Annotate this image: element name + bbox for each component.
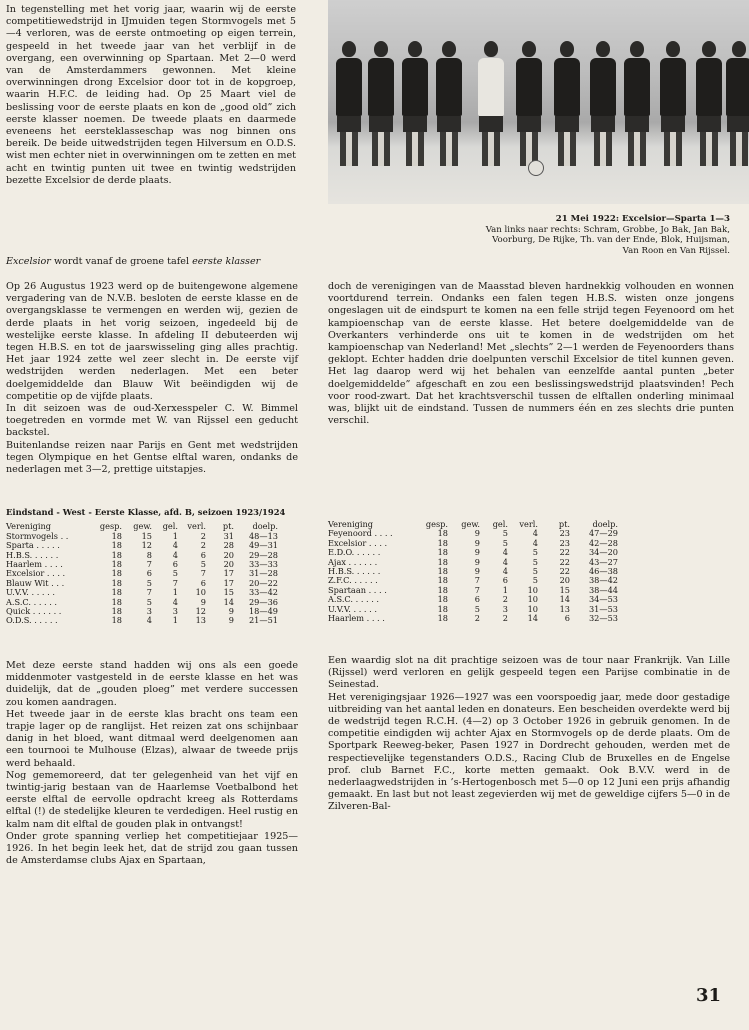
stat-cell: 18 xyxy=(111,559,122,570)
stat-cell: 18 xyxy=(437,594,448,605)
stat-cell: 29—36 xyxy=(248,596,278,607)
stat-cell: 6 xyxy=(172,559,178,570)
standings-table-1925-1926 xyxy=(328,520,730,623)
stat-cell: 5 xyxy=(146,596,152,607)
paragraph: Op 26 Augustus 1923 werd op de buitengewone algemene vergadering van de N.V.B. besloten de eerste klasse en de overgangsklasse te vermengen en werden wij, gezien de derde plaats in het vorig seizoen, ingedeeld bij de westelijke eerste klasse. In afdeling II debuteerden wij tegen H.B.S. en tot de jaarswisseling ging alles prachtig. Het jaar 1924 zette wel zeer slecht in. De eerste vijf wedstrijden werden nederlagen. Met een beter doelgemiddelde dan Blauw Wit beëindigden wij de competitie op de vijfde plaats. xyxy=(6,281,298,402)
stat-cell: 22 xyxy=(559,547,570,558)
club-name-cell: Feyenoord . . . . xyxy=(328,528,393,539)
paragraph: In tegenstelling met het vorig jaar, waarin wij de eerste competitiewedstrijd in IJmuiden tegen Stormvogels met 5—4 verloren, was de eerste ontmoeting op eigen terrein, gespeeld in het tweede jaar van het verblijf in de overgang, een overwinning op Spartaan. Met 2—0 werd van de Amsterdammers gewonnen. Met kleine overwinningen drong Excelsior door tot in de kopgroep, waarin H.F.C. de leiding had. Op 25 Maart viel de beslissing voor de eerste plaats en kon de „good old” zich eerste klasser noemen. De tweede plaats en daarmede eveneens het eersteklasseschap was nog binnen ons bereik. De beide uitwedstrijden tegen Hilversum en O.D.S. wist men echter niet in overwinningen om te zetten en met acht en twintig punten uit twee en twintig wedstrijden bezette Excelsior de derde plaats. xyxy=(6,4,296,186)
stat-cell: 5 xyxy=(502,528,508,539)
column-header: doelp. xyxy=(252,521,278,532)
paragraph: Een waardig slot na dit prachtige seizoen was de tour naar Frankrijk. Van Lille (Rijssel) werd verloren en gelijk gespeeld tegen een Parijse combinatie in de Seinestad. xyxy=(328,655,730,691)
stat-cell: 22 xyxy=(559,566,570,577)
stat-cell: 4 xyxy=(532,528,538,539)
column-header: gel. xyxy=(162,521,178,532)
heading-subject: Excelsior xyxy=(6,256,51,267)
column-header: gew. xyxy=(133,521,152,532)
stat-cell: 10 xyxy=(527,603,538,614)
stat-cell: 7 xyxy=(474,575,480,586)
stat-cell: 1 xyxy=(172,615,178,626)
club-name-cell: A.S.C. . . . . . xyxy=(328,594,380,605)
stat-cell: 9 xyxy=(228,615,234,626)
stat-cell: 3 xyxy=(172,606,178,617)
stat-cell: 10 xyxy=(527,594,538,605)
stat-cell: 20 xyxy=(559,575,570,586)
stat-cell: 7 xyxy=(146,559,152,570)
stat-cell: 12 xyxy=(141,540,152,551)
player-figure xyxy=(624,41,650,166)
stat-cell: 1 xyxy=(172,530,178,541)
club-name-cell: Excelsior . . . . xyxy=(328,537,388,548)
stat-cell: 9 xyxy=(474,556,480,567)
stat-cell: 14 xyxy=(223,596,234,607)
stat-cell: 5 xyxy=(502,537,508,548)
player-figure xyxy=(478,41,504,166)
stat-cell: 18 xyxy=(437,575,448,586)
player-figure xyxy=(368,41,394,166)
player-figure xyxy=(696,41,722,166)
stat-cell: 5 xyxy=(532,566,538,577)
column-header: gel. xyxy=(492,519,508,529)
stat-cell: 4 xyxy=(502,547,508,558)
stat-cell: 12 xyxy=(195,606,206,617)
stat-cell: 4 xyxy=(502,556,508,567)
player-figure xyxy=(516,41,542,166)
stat-cell: 15 xyxy=(559,584,570,595)
paragraph: Het tweede jaar in de eerste klas bracht ons team een trapje lager op de ranglijst. Het reizen zat ons schijnbaar danig in het bloed, want ditmaal werd deelgenomen aan een tournooi te Mulhouse (Elzas), alwaar de tweede prijs werd behaald. xyxy=(6,708,298,769)
stat-cell: 2 xyxy=(200,540,206,551)
stat-cell: 10 xyxy=(195,587,206,598)
stat-cell: 6 xyxy=(200,577,206,588)
player-figure xyxy=(660,41,686,166)
club-name-cell: Quick . . . . . . xyxy=(6,606,62,617)
stat-cell: 18 xyxy=(437,528,448,539)
heading-middle: wordt vanaf de groene tafel xyxy=(50,256,193,267)
stat-cell: 18 xyxy=(437,603,448,614)
player-figure xyxy=(590,41,616,166)
stat-cell: 28 xyxy=(223,540,234,551)
stat-cell: 3 xyxy=(502,603,508,614)
stat-cell: 9 xyxy=(200,596,206,607)
left-column-middle xyxy=(6,281,298,476)
stat-cell: 18 xyxy=(437,613,448,624)
player-figure xyxy=(726,41,749,166)
stat-cell: 2 xyxy=(502,594,508,605)
stat-cell: 5 xyxy=(146,577,152,588)
club-name-cell: E.D.O. . . . . . xyxy=(328,547,381,558)
stat-cell: 9 xyxy=(474,566,480,577)
stat-cell: 15 xyxy=(141,530,152,541)
stat-cell: 49—31 xyxy=(248,540,278,551)
stat-cell: 5 xyxy=(474,603,480,614)
left-column-bottom xyxy=(6,660,298,867)
stat-cell: 18 xyxy=(437,537,448,548)
stat-cell: 1 xyxy=(502,584,508,595)
stat-cell: 4 xyxy=(502,566,508,577)
club-name-cell: Haarlem . . . . xyxy=(6,559,63,570)
left-column-top xyxy=(6,4,296,187)
stat-cell: 18 xyxy=(111,568,122,579)
stat-cell: 9 xyxy=(228,606,234,617)
club-name-cell: Z.F.C. . . . . . xyxy=(328,575,378,586)
stat-cell: 4 xyxy=(172,596,178,607)
stat-cell: 33—33 xyxy=(248,559,278,570)
standings-grid xyxy=(328,520,618,623)
stat-cell: 18 xyxy=(437,584,448,595)
stat-cell: 7 xyxy=(146,587,152,598)
stat-cell: 33—42 xyxy=(248,587,278,598)
club-name-cell: Blauw Wit . . . xyxy=(6,577,65,588)
stat-cell: 20 xyxy=(223,549,234,560)
stat-cell: 38—42 xyxy=(588,575,618,586)
stat-cell: 3 xyxy=(146,606,152,617)
stat-cell: 42—28 xyxy=(588,537,618,548)
club-name-cell: U.V.V. . . . . . xyxy=(6,587,55,598)
stat-cell: 47—29 xyxy=(588,528,618,539)
stat-cell: 6 xyxy=(474,594,480,605)
column-header: pt. xyxy=(222,521,234,532)
stat-cell: 18 xyxy=(111,615,122,626)
stat-cell: 20—22 xyxy=(248,577,278,588)
stat-cell: 18—49 xyxy=(248,606,278,617)
stat-cell: 15 xyxy=(223,587,234,598)
stat-cell: 34—20 xyxy=(588,547,618,558)
club-name-cell: A.S.C. . . . . . xyxy=(6,596,58,607)
heading-emphasis: eerste klasser xyxy=(192,256,261,267)
table-row xyxy=(328,614,618,623)
stat-cell: 20 xyxy=(223,559,234,570)
stat-cell: 5 xyxy=(532,547,538,558)
stat-cell: 18 xyxy=(437,547,448,558)
stat-cell: 14 xyxy=(527,613,538,624)
stat-cell: 48—13 xyxy=(248,530,278,541)
caption-line: Voorburg, De Rijke, Th. van der Ende, Blok, Huijsman, xyxy=(492,235,730,246)
right-column-top xyxy=(328,281,734,427)
table-title: Eindstand - West - Eerste Klasse, afd. B, seizoen 1923/1924 xyxy=(6,507,286,517)
column-header: verl. xyxy=(519,519,538,529)
stat-cell: 32—53 xyxy=(588,613,618,624)
stat-cell: 18 xyxy=(111,549,122,560)
stat-cell: 31—53 xyxy=(588,603,618,614)
stat-cell: 2 xyxy=(502,613,508,624)
stat-cell: 17 xyxy=(223,568,234,579)
club-name-cell: Ajax . . . . . . xyxy=(328,556,378,567)
stat-cell: 18 xyxy=(111,530,122,541)
caption-line: Van links naar rechts: Schram, Grobbe, Jo Bak, Jan Bak, xyxy=(485,224,730,235)
stat-cell: 34—53 xyxy=(588,594,618,605)
stat-cell: 9 xyxy=(474,528,480,539)
paragraph: Buitenlandse reizen naar Parijs en Gent met wedstrijden tegen Olympique en het Gentse elftal waren, ondanks de nederlagen met 3—2, prettige uitstapjes. xyxy=(6,439,298,476)
stat-cell: 4 xyxy=(172,549,178,560)
stat-cell: 21—51 xyxy=(248,615,278,626)
stat-cell: 17 xyxy=(223,577,234,588)
club-name-cell: Haarlem . . . . xyxy=(328,613,385,624)
paragraph: Het verenigingsjaar 1926—1927 was een voorspoedig jaar, mede door gestadige uitbreiding van het aantal leden en donateurs. Een bescheiden overdekte werd bij de wedstrijd tegen R.C.H. (4—2) op 3 October 1926 in gebruik genomen. In de competitie eindigden wij achter Ajax en Stormvogels op de derde plaats. Om de Sportpark Reeweg-beker, Pasen 1927 in Dordrecht gehouden, werden met de respectievelijke tegenstanders O.D.S., Racing Club de Bruxelles en de Engelse prof. club Barnet F.C., korte metten gemaakt. Ook B.V.V. werd in de nederlaagwedstrijden in ’s-Hertogenbosch met 5—0 op 12 Juni een prijs afhandig gemaakt. En last but not least zegevierden wij met de geweldige cijfers 5—0 in de Zilveren-Bal- xyxy=(328,691,730,813)
section-heading xyxy=(6,256,296,267)
stat-cell: 7 xyxy=(200,568,206,579)
stat-cell: 7 xyxy=(474,584,480,595)
stat-cell: 18 xyxy=(111,577,122,588)
column-header: gew. xyxy=(461,519,480,529)
caption-line: Van Roon en Van Rijssel. xyxy=(622,245,730,256)
paragraph: Onder grote spanning verliep het competitiejaar 1925—1926. In het begin leek het, dat de strijd zou gaan tussen de Amsterdamse clubs Ajax en Spartaan, xyxy=(6,830,298,867)
column-header: gesp. xyxy=(425,519,448,529)
stat-cell: 6 xyxy=(200,549,206,560)
stat-cell: 18 xyxy=(111,540,122,551)
standings-grid xyxy=(6,522,278,625)
stat-cell: 8 xyxy=(146,549,152,560)
team-photo xyxy=(328,0,749,204)
player-figure xyxy=(554,41,580,166)
stat-cell: 7 xyxy=(172,577,178,588)
stat-cell: 43—27 xyxy=(588,556,618,567)
stat-cell: 31 xyxy=(223,530,234,541)
stat-cell: 18 xyxy=(437,566,448,577)
paragraph: doch de verenigingen van de Maasstad bleven hardnekkig volhouden en wonnen voortdurend terrein. Ondanks een falen tegen H.B.S. wisten onze jongens ongeslagen uit de eindspurt te komen na een felle strijd tegen Feyenoord om het kampioenschap van de eerste klasse. Het betere doelgemiddelde van de Overkanters verhinderde ons uit te komen in de wedstrijden om het kampioenschap van Nederland! Met „slechts” 2—1 werden de Feyenoorders thans geklopt. Echter hadden drie doelpunten verschil Excelsior de titel kunnen geven. Het lag daarop werd wij het behalen van eenzelfde aantal punten „beter doelgemiddelde” afgeschaft en zou een beslissingswedstrijd plaatsvinden! Pech voor rood-zwart. Dat het krachtsverschil tussen de elftallen onderling minimaal was, blijkt uit de eindstand. Tussen de nummers één en zes slechts drie punten verschil. xyxy=(328,281,734,427)
stat-cell: 2 xyxy=(200,530,206,541)
player-figure xyxy=(402,41,428,166)
stat-cell: 23 xyxy=(559,537,570,548)
club-name-cell: O.D.S. . . . . . xyxy=(6,615,58,626)
table-row xyxy=(6,616,278,625)
stat-cell: 9 xyxy=(474,547,480,558)
stat-cell: 46—38 xyxy=(588,566,618,577)
club-name-cell: Stormvogels . . xyxy=(6,530,69,541)
club-name-cell: Excelsior . . . . xyxy=(6,568,66,579)
stat-cell: 18 xyxy=(437,556,448,567)
stat-cell: 22 xyxy=(559,556,570,567)
stat-cell: 31—28 xyxy=(248,568,278,579)
stat-cell: 4 xyxy=(532,537,538,548)
stat-cell: 10 xyxy=(527,584,538,595)
column-header: doelp. xyxy=(592,519,618,529)
stat-cell: 18 xyxy=(111,606,122,617)
club-name-cell: H.B.S. . . . . . xyxy=(6,549,59,560)
club-name-cell: Sparta . . . . . xyxy=(6,540,60,551)
stat-cell: 18 xyxy=(111,587,122,598)
stat-cell: 1 xyxy=(172,587,178,598)
stat-cell: 5 xyxy=(172,568,178,579)
caption-title: 21 Mei 1922: Excelsior—Sparta 1—3 xyxy=(555,214,730,224)
stat-cell: 4 xyxy=(172,540,178,551)
player-figure xyxy=(436,41,462,166)
stat-cell: 6 xyxy=(502,575,508,586)
page-number: 31 xyxy=(695,985,721,1006)
paragraph: Nog gememoreerd, dat ter gelegenheid van het vijf en twintig-jarig bestaan van de Haarlemse Voetbalbond het eerste elftal de eervolle opdracht kreeg als Rotterdams elftal (!) de stedelijke kleuren te verdedigen. Heel rustig en kalm nam dit elftal de gouden plak in ontvangst! xyxy=(6,769,298,830)
stat-cell: 23 xyxy=(559,528,570,539)
stat-cell: 13 xyxy=(195,615,206,626)
club-name-cell: U.V.V. . . . . . xyxy=(328,603,377,614)
column-header: pt. xyxy=(558,519,570,529)
column-header: gesp. xyxy=(99,521,122,532)
standings-table-1923-1924 xyxy=(6,508,298,626)
stat-cell: 14 xyxy=(559,594,570,605)
stat-cell: 18 xyxy=(111,596,122,607)
right-column-bottom xyxy=(328,655,730,814)
club-name-cell: Spartaan . . . . xyxy=(328,584,387,595)
photo-caption xyxy=(328,214,730,256)
player-figure xyxy=(336,41,362,166)
football-icon xyxy=(528,160,544,176)
column-header: Vereniging xyxy=(6,521,52,532)
stat-cell: 5 xyxy=(532,575,538,586)
stat-cell: 29—28 xyxy=(248,549,278,560)
column-header: verl. xyxy=(187,521,206,532)
stat-cell: 2 xyxy=(474,613,480,624)
club-name-cell: H.B.S. . . . . . xyxy=(328,566,381,577)
stat-cell: 5 xyxy=(200,559,206,570)
stat-cell: 4 xyxy=(146,615,152,626)
stat-cell: 38—44 xyxy=(588,584,618,595)
stat-cell: 6 xyxy=(564,613,570,624)
stat-cell: 9 xyxy=(474,537,480,548)
paragraph: Met deze eerste stand hadden wij ons als een goede middenmoter vastgesteld in de eerste klasse en het was duidelijk, dat de „gouden ploeg” met verdere successen zou komen aandragen. xyxy=(6,660,298,708)
stat-cell: 5 xyxy=(532,556,538,567)
stat-cell: 6 xyxy=(146,568,152,579)
paragraph: In dit seizoen was de oud-Xerxesspeler C. W. Bimmel toegetreden en vormde met W. van Rijssel een geducht backstel. xyxy=(6,403,298,439)
column-header: Vereniging xyxy=(328,519,374,529)
stat-cell: 13 xyxy=(559,603,570,614)
